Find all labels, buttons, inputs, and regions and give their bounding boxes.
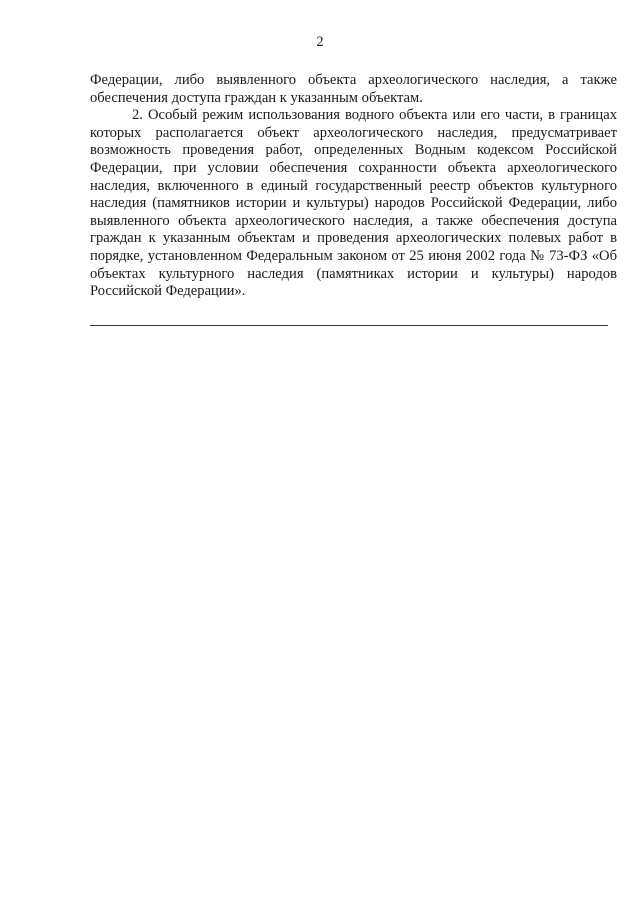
paragraph-continuation: Федерации, либо выявленного объекта археологического наследия, а также обеспечения доступа граждан к указанным объектам.	[90, 72, 617, 106]
page-number: 2	[316, 34, 324, 50]
document-body	[90, 72, 617, 301]
end-of-text-rule	[90, 325, 608, 326]
paragraph-item-2: 2. Особый режим использования водного объекта или его части, в границах которых располагается объект археологического наследия, предусматривает возможность проведения работ, определенных Водным кодексом Российской Федерации, при условии обеспечения сохранности объекта археологического наследия, включенного в единый государственный реестр объектов культурного наследия (памятников истории и культуры) народов Российской Федерации, либо выявленного объекта археологического наследия, а также обеспечения доступа граждан к указанным объектам и проведения археологических полевых работ в порядке, установленном Федеральным законом от 25 июня 2002 года № 73-ФЗ «Об объектах культурного наследия (памятниках истории и культуры) народов Российской Федерации».	[90, 107, 617, 300]
